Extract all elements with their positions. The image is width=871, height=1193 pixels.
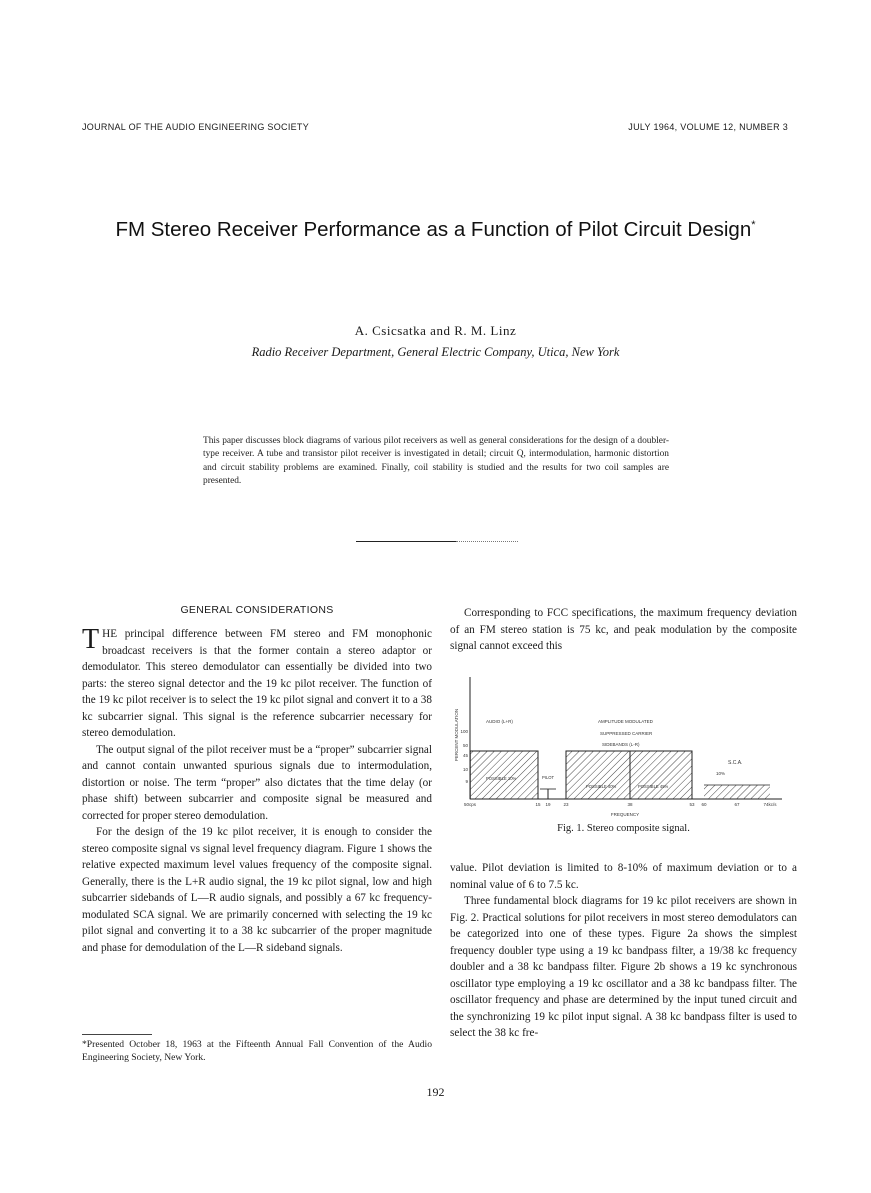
x-tick-label: 74kc/s [763, 802, 777, 807]
section-heading: GENERAL CONSIDERATIONS [180, 604, 334, 616]
footnote-rule [82, 1034, 152, 1035]
journal-header: JOURNAL OF THE AUDIO ENGINEERING SOCIETY [82, 122, 310, 132]
y-tick-label: 45 [462, 753, 468, 758]
paragraph-1-text: HE principal difference between FM stereo and FM monophonic broadcast receivers is that the former contain a stereo adaptor or demodulator. This stereo demodulator can essentially be divided into two parts: the stereo signal detector and the 19 kc pilot receiver. The function of the 19 kc pilot receiver is to select the 19 kc pilot signal and convert it to a 38 kc subcarrier signal. This signal is the reference subcarrier necessary for stereo demodulation. [82, 628, 432, 739]
abstract-divider-dotted [456, 541, 518, 542]
abstract-divider [356, 541, 456, 542]
left-column [82, 626, 432, 956]
lower-sideband-label: POSSIBLE 40% [586, 784, 617, 789]
right-paragraph-1: Corresponding to FCC specifications, the maximum frequency deviation of an FM stereo station is 75 kc, and peak modulation by the composite signal cannot exceed this [450, 607, 797, 652]
x-tick-label: 67 [734, 802, 740, 807]
x-tick-label: 38 [627, 802, 633, 807]
right-column-bottom [450, 860, 797, 1042]
affiliation: Radio Receiver Department, General Electric Company, Utica, New York [251, 345, 620, 359]
sca-percent-label: 10% [716, 771, 726, 776]
footnote: *Presented October 18, 1963 at the Fifteenth Annual Fall Convention of the Audio Engineering Society, New York. [82, 1039, 432, 1063]
issue-header: JULY 1964, VOLUME 12, NUMBER 3 [628, 122, 788, 132]
y-tick-label: 9 [465, 779, 468, 784]
x-tick-label: 50cps [463, 802, 477, 807]
pilot-label: PILOT [542, 775, 555, 780]
x-tick-label: 15 [535, 802, 541, 807]
signal-band [566, 751, 630, 799]
signal-band [470, 751, 538, 799]
y-tick-label: 50 [462, 743, 468, 748]
paragraph-2: The output signal of the pilot receiver must be a “proper” subcarrier signal and cannot contain unwanted spurious signals due to intermodulation, distortion or noise. The term “proper” also dictates that the time delay (or phase shift) between subcarrier and composite signal be measured and corrected for proper stereo demodulation. [82, 743, 432, 822]
y-axis-label: PERCENT MODULATION [454, 708, 459, 762]
right-column-top [450, 605, 797, 655]
x-tick-label: 60 [701, 802, 707, 807]
paper-title [0, 218, 871, 242]
sca-band [704, 785, 770, 799]
y-tick-label: 100 [460, 729, 468, 734]
x-tick-label: 23 [563, 802, 569, 807]
right-paragraph-3: Three fundamental block diagrams for 19 kc pilot receivers are shown in Fig. 2. Practical solutions for pilot receivers in most stereo demodulators can be categorized into one of these types. Figure 2a shows the simplest frequency doubler type using a 19 kc bandpass filter, a 19/38 kc frequency doubler and a 38 kc bandpass filter. Figure 2b shows a 19 kc synchronous oscillator type employing a 19 kc oscillator and a 38 kc bandpass filter. The oscillator frequency and phase are determined by the input tuned circuit and the synchronizing 19 kc pilot input signal. A 38 kc bandpass filter is used to select the 38 kc fre- [450, 895, 797, 1039]
paragraph-1 [82, 626, 432, 742]
figure-1 [450, 675, 795, 825]
x-tick-label: 19 [545, 802, 551, 807]
composite-signal-chart [450, 675, 795, 820]
sca-label: S.C.A. [728, 760, 743, 766]
am-label: AMPLITUDE MODULATED [598, 719, 653, 724]
y-tick-label: 10 [462, 767, 468, 772]
signal-band [630, 751, 692, 799]
authors: A. Csicsatka and R. M. Linz [354, 323, 517, 338]
x-axis-label: FREQUENCY [610, 812, 640, 817]
title-footnote-mark: * [751, 219, 756, 232]
upper-sideband-label: POSSIBLE 45% [638, 784, 669, 789]
drop-cap: T [82, 624, 100, 655]
right-paragraph-2: value. Pilot deviation is limited to 8-10% of maximum deviation or to a nominal value of 6 to 7.5 kc. [450, 862, 797, 891]
audio-label: AUDIO (L+R) [486, 719, 513, 724]
sidebands-label: SIDEBANDS (L-R) [602, 742, 640, 747]
page-number: 192 [426, 1085, 445, 1099]
figure-caption: Fig. 1. Stereo composite signal. [557, 823, 690, 834]
suppressed-carrier-label: SUPPRESSED CARRIER [600, 731, 653, 736]
paragraph-3: For the design of the 19 kc pilot receiver, it is enough to consider the stereo composite signal vs signal level frequency diagram. Figure 1 shows the relative expected maximum level values frequency of the composite signal. Generally, there is the L+R audio signal, the 19 kc pilot signal, low and high subcarrier sidebands of L—R audio signals, and possibly a 67 kc frequency-modulated SCA signal. We are primarily concerned with selecting the 19 kc pilot signal and converting it to a 38 kc subcarrier of the proper magnitude and phase for demodulation of the L—R sideband signals. [82, 826, 432, 954]
abstract: This paper discusses block diagrams of various pilot receivers as well as general considerations for the design of a doubler-type receiver. A tube and transistor pilot receiver is investigated in detail; circuit Q, intermodulation, harmonic distortion and circuit stability problems are examined. Finally, coil stability is studied and the results for two coil samples are presented. [203, 436, 669, 486]
audio-possible-label: POSSIBLE 10% [486, 776, 517, 781]
x-tick-label: 53 [689, 802, 695, 807]
paper-title-text: FM Stereo Receiver Performance as a Function of Pilot Circuit Design [115, 218, 752, 241]
